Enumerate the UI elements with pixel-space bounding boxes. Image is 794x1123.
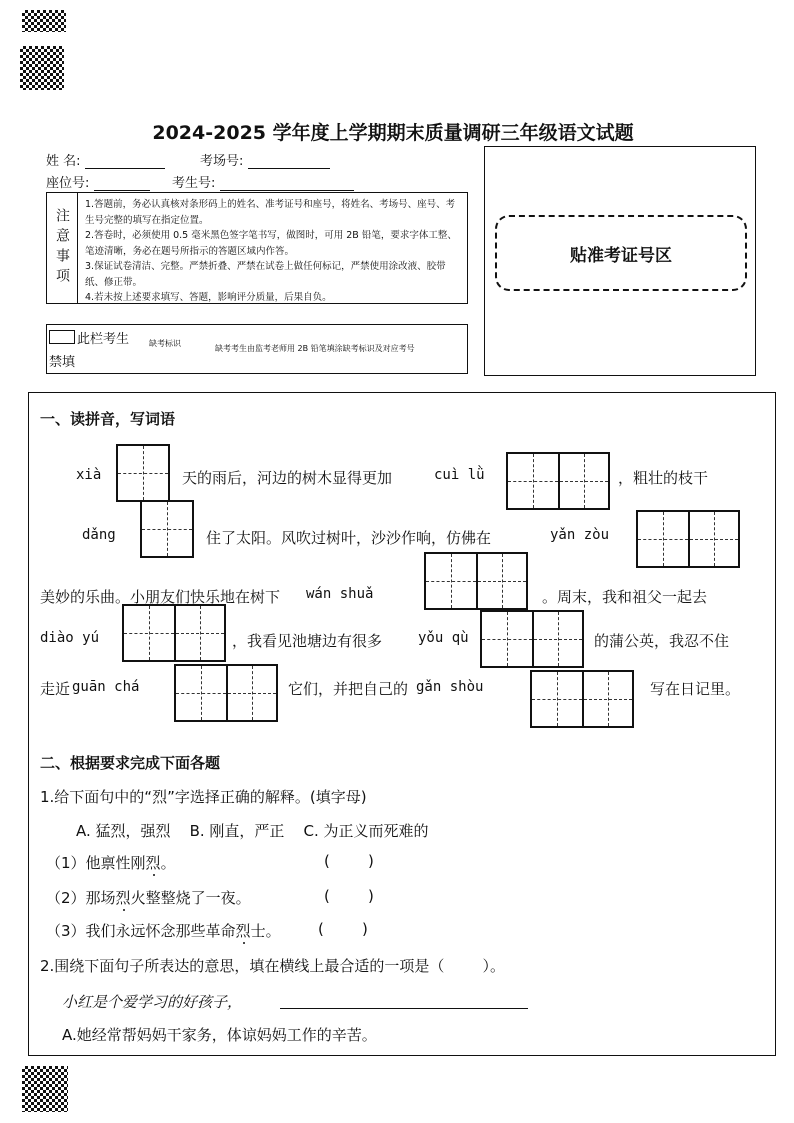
char-grid-7[interactable] bbox=[480, 610, 584, 668]
sentence-text: 写在日记里。 bbox=[650, 680, 741, 698]
exam-no-field-row bbox=[172, 172, 354, 191]
notice-item: 4.若未按上述要求填写、答题，影响评分质量，后果自负。 bbox=[85, 292, 332, 303]
notice-item: 3.保证试卷清洁、完整。严禁折叠、严禁在试卷上做任何标记，严禁使用涂改液、胶带纸、修正带。 bbox=[85, 261, 446, 288]
room-field[interactable] bbox=[248, 154, 330, 169]
qr-code-top bbox=[20, 46, 64, 90]
notice-side-label: 注意事项 bbox=[47, 193, 78, 303]
sub-question-3: （3）我们永远怀念那些革命烈士。 bbox=[46, 922, 281, 940]
question-2-option-a: A.她经常帮妈妈干家务，体谅妈妈工作的辛苦。 bbox=[62, 1026, 377, 1044]
seat-field-row bbox=[46, 172, 150, 191]
sentence-text: 。周末，我和祖父一起去 bbox=[542, 588, 708, 606]
pinyin: guān chá bbox=[72, 679, 140, 695]
question-1: 1.给下面句中的“烈”字选择正确的解释。(填字母) bbox=[40, 788, 367, 806]
page-title-wrap bbox=[0, 118, 794, 145]
sub-question-1: （1）他禀性刚烈。 bbox=[46, 854, 176, 872]
exam-no-field[interactable] bbox=[220, 176, 354, 191]
notice-item: 1.答题前，务必认真核对条形码上的姓名、准考证号和座号，将姓名、考场号、座号、考生号完整的填写在指定位置。 bbox=[85, 199, 456, 226]
question-2-blank[interactable] bbox=[280, 1008, 528, 1009]
absent-label-2: 禁填 bbox=[49, 355, 76, 370]
question-1-options: A. 猛烈，强烈 B. 刚直，严正 C. 为正义而死难的 bbox=[76, 822, 429, 840]
section2-heading: 二、根据要求完成下面各题 bbox=[40, 754, 221, 772]
char-grid-6[interactable] bbox=[122, 604, 226, 662]
pinyin: diào yú bbox=[40, 630, 100, 646]
absent-mark-label: 缺考标识 bbox=[149, 339, 181, 348]
pinyin: gǎn shòu bbox=[416, 679, 484, 695]
qr-code-bottom bbox=[22, 1066, 68, 1112]
seat-field[interactable] bbox=[94, 176, 150, 191]
pinyin: yǎn zòu bbox=[550, 527, 610, 543]
notice-item: 2.答卷时，必须使用 0.5 毫米黑色签字笔书写，做图时，可用 2B 铅笔，要求字体工整、笔迹清晰，务必在题号所指示的答题区域内作答。 bbox=[85, 230, 457, 257]
sentence-text: 走近 bbox=[40, 680, 71, 698]
answer-paren-3[interactable]: ( ) bbox=[318, 920, 368, 938]
room-field-row bbox=[200, 150, 330, 169]
pinyin: dǎng bbox=[82, 527, 116, 543]
room-label: 考场号: bbox=[200, 154, 244, 169]
char-grid-3[interactable] bbox=[140, 500, 194, 558]
admission-ticket-label: 贴准考证号区 bbox=[495, 215, 747, 291]
sentence-text: 天的雨后，河边的树木显得更加 bbox=[182, 469, 393, 487]
char-grid-1[interactable] bbox=[116, 444, 170, 502]
char-grid-4[interactable] bbox=[636, 510, 740, 568]
pinyin: xià bbox=[76, 467, 102, 483]
notice-box bbox=[46, 192, 468, 304]
sentence-text: ，我看见池塘边有很多 bbox=[232, 632, 383, 650]
section1-heading: 一、读拼音，写词语 bbox=[40, 410, 176, 428]
absent-label-1: 此栏考生 bbox=[77, 332, 130, 347]
answer-paren-2[interactable]: ( ) bbox=[324, 887, 374, 905]
exam-no-label: 考生号: bbox=[172, 176, 216, 191]
sentence-text: 美妙的乐曲。小朋友们快乐地在树下 bbox=[40, 588, 281, 606]
name-field-row bbox=[46, 150, 165, 169]
pinyin: wán shuǎ bbox=[306, 586, 374, 602]
absent-box bbox=[46, 324, 468, 374]
admission-ticket-area bbox=[484, 146, 756, 376]
name-field[interactable] bbox=[85, 154, 165, 169]
answer-paren-1[interactable]: ( ) bbox=[324, 852, 374, 870]
sentence-text: 它们，并把自己的 bbox=[288, 680, 409, 698]
char-grid-2[interactable] bbox=[506, 452, 610, 510]
pinyin: cuì lǜ bbox=[434, 467, 485, 483]
pinyin: yǒu qù bbox=[418, 630, 469, 646]
name-label: 姓 名: bbox=[46, 154, 81, 169]
question-2-sentence: 小红是个爱学习的好孩子， bbox=[62, 993, 243, 1011]
qr-code-small bbox=[22, 10, 66, 32]
sub-question-2: （2）那场烈火整整烧了一夜。 bbox=[46, 889, 251, 907]
absent-checkbox[interactable] bbox=[49, 330, 75, 344]
char-grid-8[interactable] bbox=[174, 664, 278, 722]
page-title: 2024-2025 学年度上学期期末质量调研三年级语文试题 bbox=[152, 122, 634, 144]
sentence-text: 的蒲公英，我忍不住 bbox=[594, 632, 730, 650]
sentence-text: ，粗壮的枝干 bbox=[618, 469, 709, 487]
question-2: 2.围绕下面句子所表达的意思，填在横线上最合适的一项是（ ）。 bbox=[40, 957, 505, 975]
notice-body bbox=[85, 197, 463, 306]
char-grid-5[interactable] bbox=[424, 552, 528, 610]
seat-label: 座位号: bbox=[46, 176, 90, 191]
sentence-text: 住了太阳。风吹过树叶，沙沙作响，仿佛在 bbox=[206, 529, 492, 547]
char-grid-9[interactable] bbox=[530, 670, 634, 728]
absent-instruction: 缺考考生由监考老师用 2B 铅笔填涂缺考标识及对应考号 bbox=[215, 344, 415, 353]
